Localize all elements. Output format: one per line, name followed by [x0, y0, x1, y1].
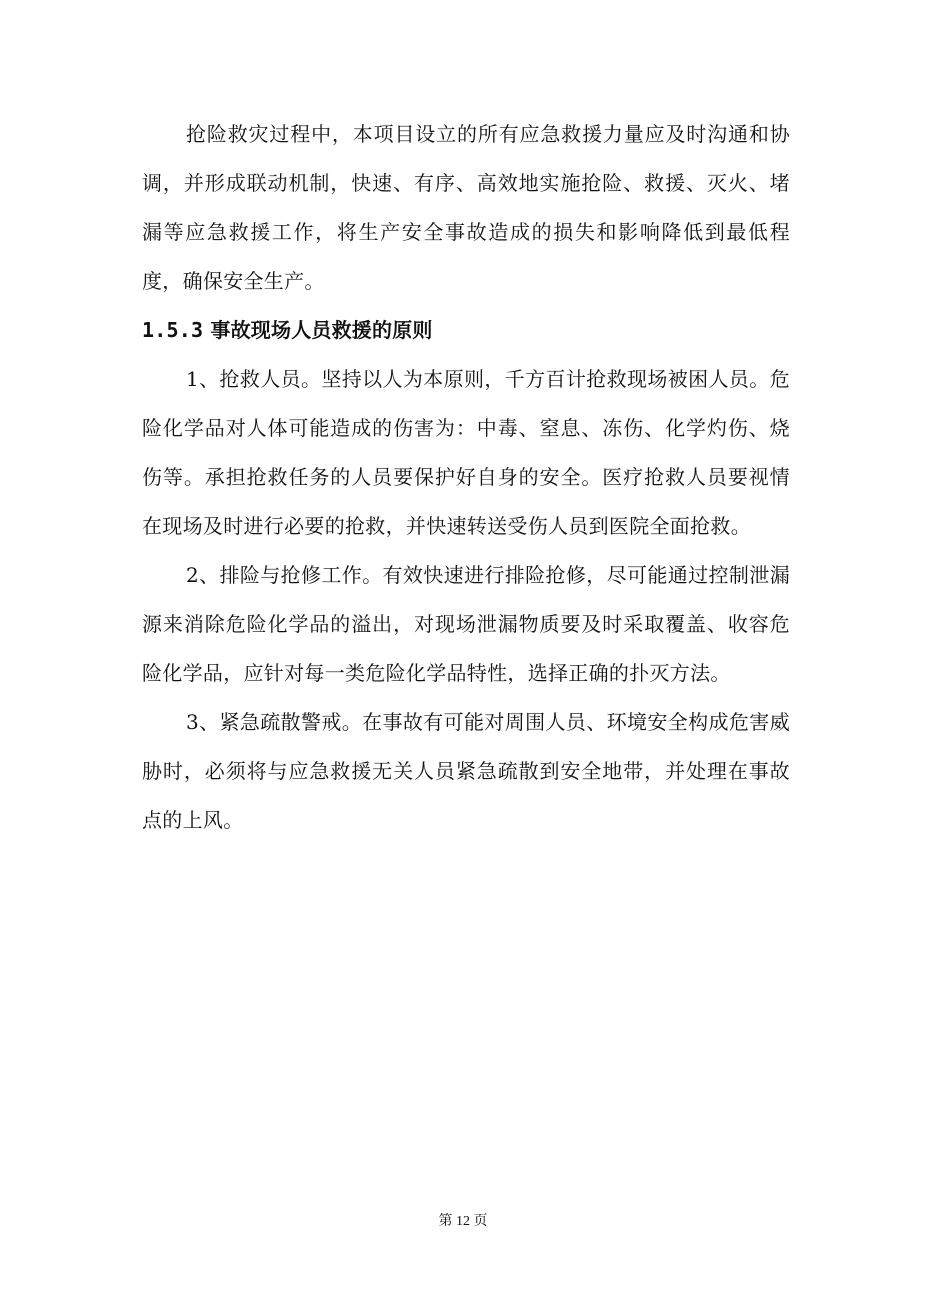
paragraph-emergency-evacuation: 3、紧急疏散警戒。在事故有可能对周围人员、环境安全构成危害威胁时，必须将与应急救援无关人员紧急疏散到安全地带，并处理在事故点的上风。 [142, 710, 790, 832]
paragraph-hazard-repair: 2、排险与抢修工作。有效快速进行排险抢修，尽可能通过控制泄漏源来消除危险化学品的溢出，对现场泄漏物质要及时采取覆盖、收容危险化学品，应针对每一类危险化学品特性，选择正确的扑灭方法。 [142, 563, 790, 685]
paragraph-rescue-personnel: 1、抢救人员。坚持以人为本原则，千方百计抢救现场被困人员。危险化学品对人体可能造成的伤害为：中毒、窒息、冻伤、化学灼伤、烧伤等。承担抢救任务的人员要保护好自身的安全。医疗抢救人员要视情在现场及时进行必要的抢救，并快速转送受伤人员到医院全面抢救。 [142, 367, 790, 538]
page-number-footer: 第 12 页 [438, 1214, 488, 1229]
section-number: 1.5.3 [142, 318, 204, 342]
intro-paragraph: 抢险救灾过程中，本项目设立的所有应急救援力量应及时沟通和协调，并形成联动机制，快速、有序、高效地实施抢险、救援、灭火、堵漏等应急救援工作，将生产安全事故造成的损失和影响降低到最低程度，确保安全生产。 [142, 122, 790, 293]
document-body [142, 110, 790, 845]
section-title: 事故现场人员救援的原则 [210, 318, 433, 342]
section-heading [142, 306, 790, 355]
